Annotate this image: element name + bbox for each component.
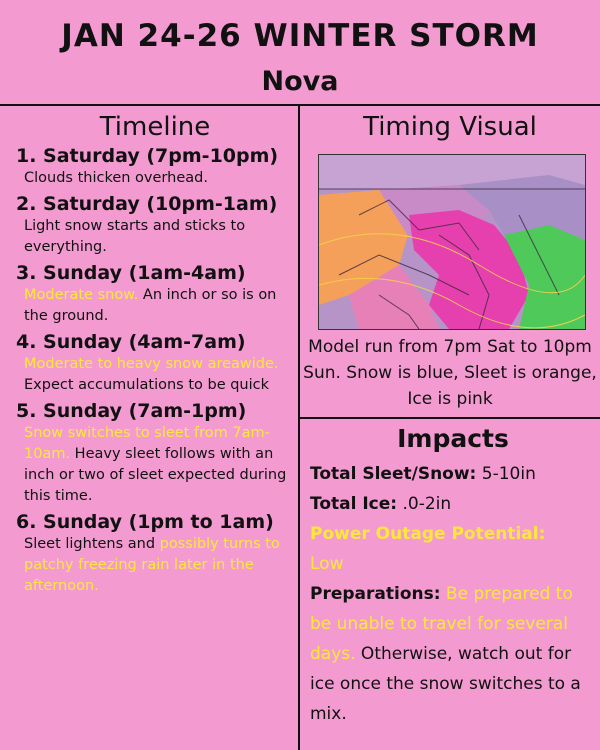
power-outage-value: Low	[310, 554, 344, 574]
map-caption: Model run from 7pm Sat to 10pm Sun. Snow is blue, Sleet is orange, Ice is pink	[303, 337, 597, 409]
total-ice-label: Total Ice:	[310, 494, 398, 514]
forecast-map-image	[318, 154, 586, 330]
body-highlight: Snow switches to sleet from 7am-10am.	[24, 425, 270, 462]
timeline-item	[16, 510, 294, 597]
timeline-item-body	[24, 168, 294, 189]
timeline-heading: Timeline	[99, 112, 211, 142]
timeline-item-body	[24, 423, 294, 507]
total-ice	[310, 489, 596, 519]
preparations-highlight: Be prepared to be unable to travel for several days.	[310, 584, 573, 664]
forecast-map-graphic	[319, 155, 585, 329]
power-outage-label: Power Outage Potential:	[310, 524, 546, 544]
total-sleet-snow	[310, 459, 596, 489]
timeline-item-head: 5. Sunday (7am-1pm)	[16, 400, 247, 422]
timeline-item	[16, 192, 294, 258]
body-text: Clouds thicken overhead.	[24, 170, 208, 186]
timeline-item	[16, 330, 294, 396]
divider-right-middle	[300, 417, 600, 419]
preparations-text: Otherwise, watch out for ice once the snow switches to a mix.	[310, 644, 581, 724]
body-text: Sleet lightens and	[24, 536, 160, 552]
divider-vertical	[298, 104, 300, 750]
body-highlight: possibly turns to patchy freezing rain later in the afternoon.	[24, 536, 280, 594]
right-column	[302, 112, 598, 724]
timeline-item-head: 1. Saturday (7pm-10pm)	[16, 145, 279, 167]
impacts-section	[310, 424, 596, 729]
body-text: Light snow starts and sticks to everything.	[24, 218, 246, 255]
page-subtitle: Nova	[261, 66, 339, 97]
body-text: Heavy sleet follows with an inch or two of sleet expected during this time.	[24, 446, 287, 504]
timeline-section	[16, 112, 294, 600]
timeline-item-body	[24, 354, 294, 396]
page-title: JAN 24-26 WINTER STORM	[61, 18, 539, 54]
timeline-item-body	[24, 216, 294, 258]
preparations-label: Preparations:	[310, 584, 441, 604]
body-highlight: Moderate to heavy snow areawide.	[24, 356, 279, 372]
total-ice-value: .0-2in	[397, 494, 452, 514]
power-outage	[310, 519, 596, 549]
impacts-heading: Impacts	[397, 424, 509, 453]
timeline-item-head: 6. Sunday (1pm to 1am)	[16, 511, 274, 533]
body-text: An inch or so is on the ground.	[24, 287, 277, 324]
timeline-item	[16, 399, 294, 507]
timeline-item-head: 4. Sunday (4am-7am)	[16, 331, 246, 353]
timeline-item-body	[24, 534, 294, 597]
total-sleet-snow-value: 5-10in	[476, 464, 536, 484]
timeline-item-head: 3. Sunday (1am-4am)	[16, 262, 246, 284]
preparations	[310, 579, 596, 729]
timeline-item	[16, 261, 294, 327]
timing-heading: Timing Visual	[363, 112, 537, 142]
timeline-item-head: 2. Saturday (10pm-1am)	[16, 193, 278, 215]
body-text: Expect accumulations to be quick	[24, 377, 270, 393]
timeline-item	[16, 144, 294, 189]
total-sleet-snow-label: Total Sleet/Snow:	[310, 464, 477, 484]
body-highlight: Moderate snow.	[24, 287, 139, 303]
divider-top	[0, 104, 600, 106]
timeline-item-body	[24, 285, 294, 327]
